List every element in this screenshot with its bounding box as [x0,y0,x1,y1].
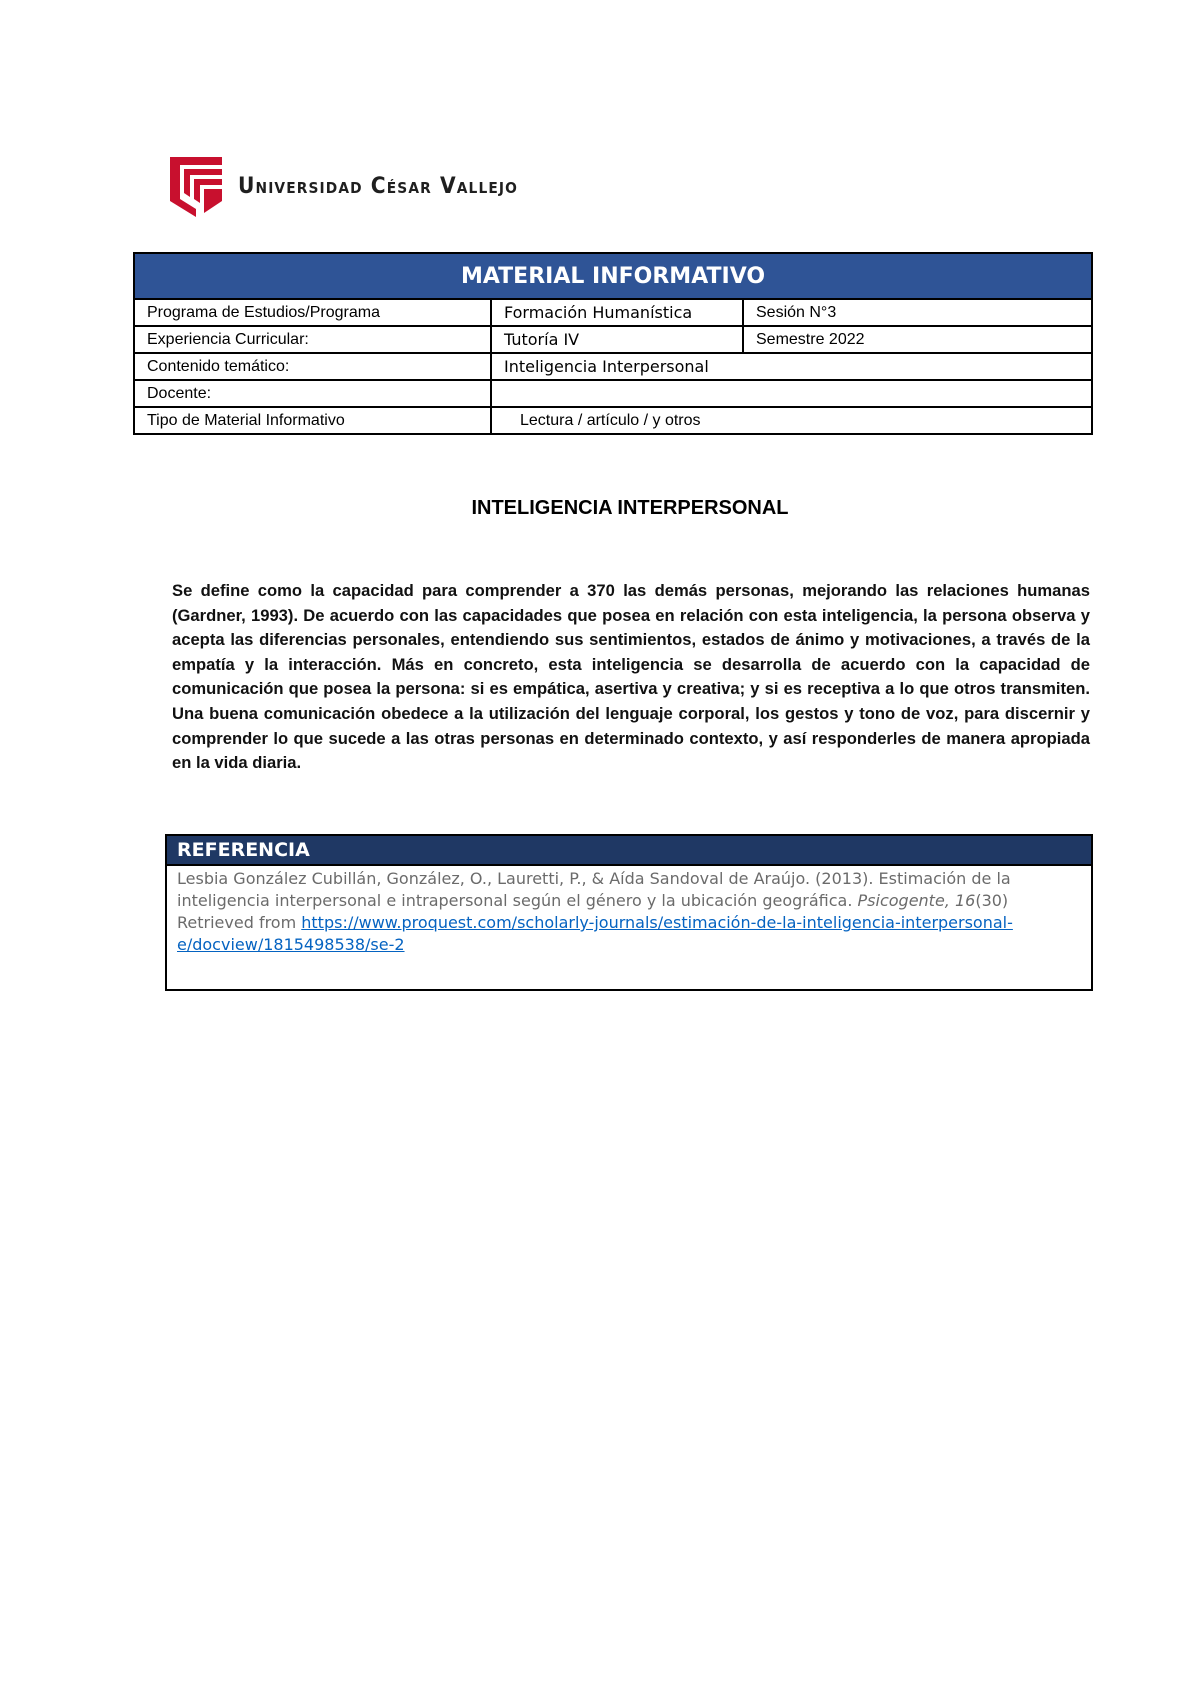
row-extra: Semestre 2022 [743,326,1092,353]
citation-journal: Psicogente, 16 [857,891,976,910]
logo-text: Universidad César Vallejo [238,173,518,199]
table-title: MATERIAL INFORMATIVO [134,253,1092,299]
table-row [134,407,1092,434]
row-extra: Sesión N°3 [743,299,1092,326]
table-row [134,299,1092,326]
row-value [491,380,1092,407]
table-row [134,380,1092,407]
table-row [134,353,1092,380]
row-label: Tipo de Material Informativo [134,407,491,434]
reference-citation [167,866,1091,956]
university-logo [168,155,542,217]
reference-heading: REFERENCIA [167,836,1091,866]
row-label: Experiencia Curricular: [134,326,491,353]
row-value: Inteligencia Interpersonal [491,353,1092,380]
citation-link[interactable]: https://www.proquest.com/scholarly-journals/estimación-de-la-inteligencia-interpersonal-e/docview/1815498538/se-2 [177,913,1013,954]
document-title: INTELIGENCIA INTERPERSONAL [471,497,789,519]
row-label: Docente: [134,380,491,407]
citation-issue: (30) Retrieved from [177,891,1009,932]
university-shield-icon [168,155,224,217]
body-paragraph: Se define como la capacidad para comprender a 370 las demás personas, mejorando las relaciones humanas (Gardner, 1993). De acuerdo con las capacidades que posea en relación con esta inteligencia, la persona observa y acepta las diferencias personales, entendiendo sus sentimientos, estados de ánimo y motivaciones, a través de la empatía y la interacción. Más en concreto, esta inteligencia se desarrolla de acuerdo con la capacidad de comunicación que posea la persona: si es empática, asertiva y creativa; y si es receptiva a lo que otros transmiten. Una buena comunicación obedece a la utilización del lenguaje corporal, los gestos y tono de voz, para discernir y comprender lo que sucede a las otras personas en determinado contexto, y así responderles de manera apropiada en la vida diaria. [172,581,1090,773]
row-value: Tutoría IV [491,326,743,353]
row-label: Programa de Estudios/Programa [134,299,491,326]
row-value: Formación Humanística [491,299,743,326]
reference-box [165,834,1093,991]
row-label: Contenido temático: [134,353,491,380]
material-info-table [133,252,1093,435]
table-row [134,326,1092,353]
citation-text: Lesbia González Cubillán, González, O., Lauretti, P., & Aída Sandoval de Araújo. (2013). Estimación de la inteligencia interpersonal e intrapersonal según el género y la ubicación geográfica. [177,869,1011,910]
row-value: Lectura / artículo / y otros [491,407,1092,434]
